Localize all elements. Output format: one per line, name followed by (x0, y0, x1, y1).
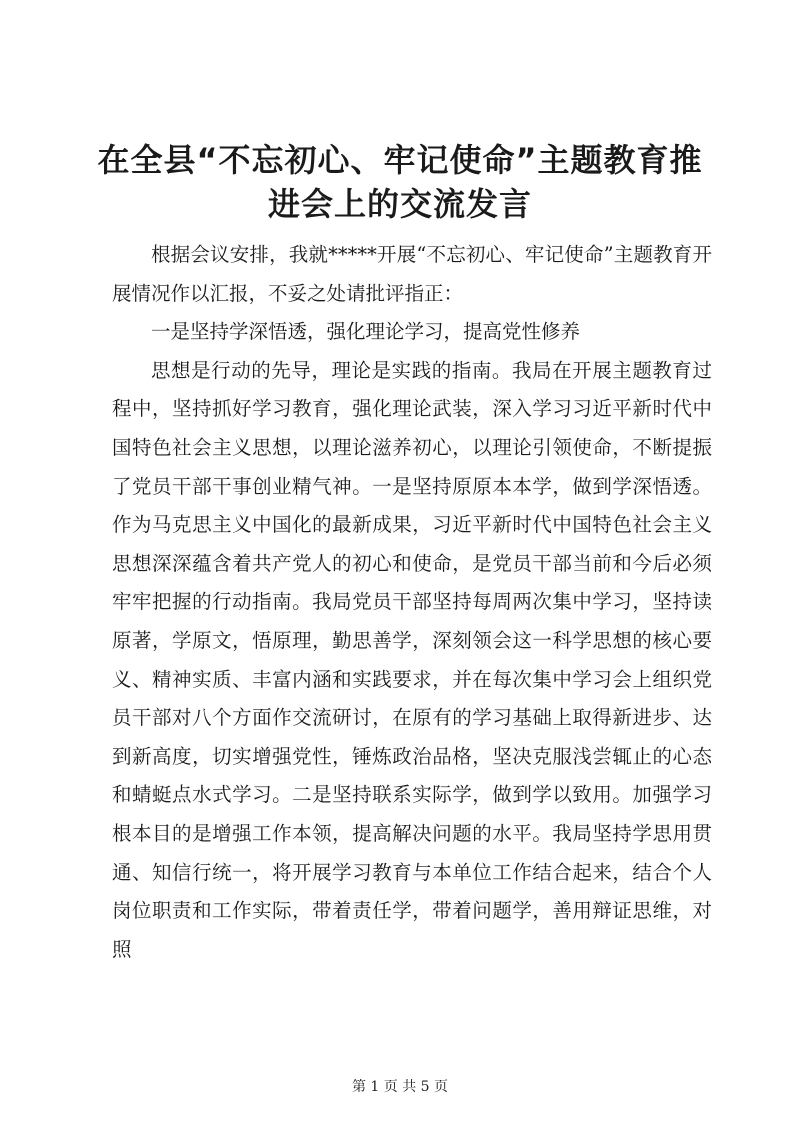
document-body (112, 236, 712, 969)
page-footer: 第 1 页 共 5 页 (351, 1079, 449, 1095)
paragraph-heading-1: 一是坚持学深悟透，强化理论学习，提高党性修养 (151, 320, 581, 344)
paragraph-intro: 根据会议安排，我就*****开展“不忘初心、牢记使命”主题教育开展情况作以汇报，不妥之处请批评指正： (112, 243, 712, 305)
paragraph-main: 思想是行动的先导，理论是实践的指南。我局在开展主题教育过程中，坚持抓好学习教育，强化理论武装，深入学习习近平新时代中国特色社会主义思想，以理论滋养初心，以理论引领使命，不断提振了党员干部干事创业精气神。一是坚持原原本本学，做到学深悟透。作为马克思主义中国化的最新成果，习近平新时代中国特色社会主义思想深深蕴含着共产党人的初心和使命，是党员干部当前和今后必须牢牢把握的行动指南。我局党员干部坚持每周两次集中学习，坚持读原著，学原文，悟原理，勤思善学，深刻领会这一科学思想的核心要义、精神实质、丰富内涵和实践要求，并在每次集中学习会上组织党员干部对八个方面作交流研讨，在原有的学习基础上取得新进步、达到新高度，切实增强党性，锤炼政治品格，坚决克服浅尝辄止的心态和蜻蜓点水式学习。二是坚持联系实际学，做到学以致用。加强学习根本目的是增强工作本领，提高解决问题的水平。我局坚持学思用贯通、知信行统一，将开展学习教育与本单位工作结合起来，结合个人岗位职责和工作实际，带着责任学，带着问题学，善用辩证思维，对照 (112, 358, 712, 961)
document-title: 在全县“不忘初心、牢记使命”主题教育推进会上的交流发言 (97, 141, 703, 223)
